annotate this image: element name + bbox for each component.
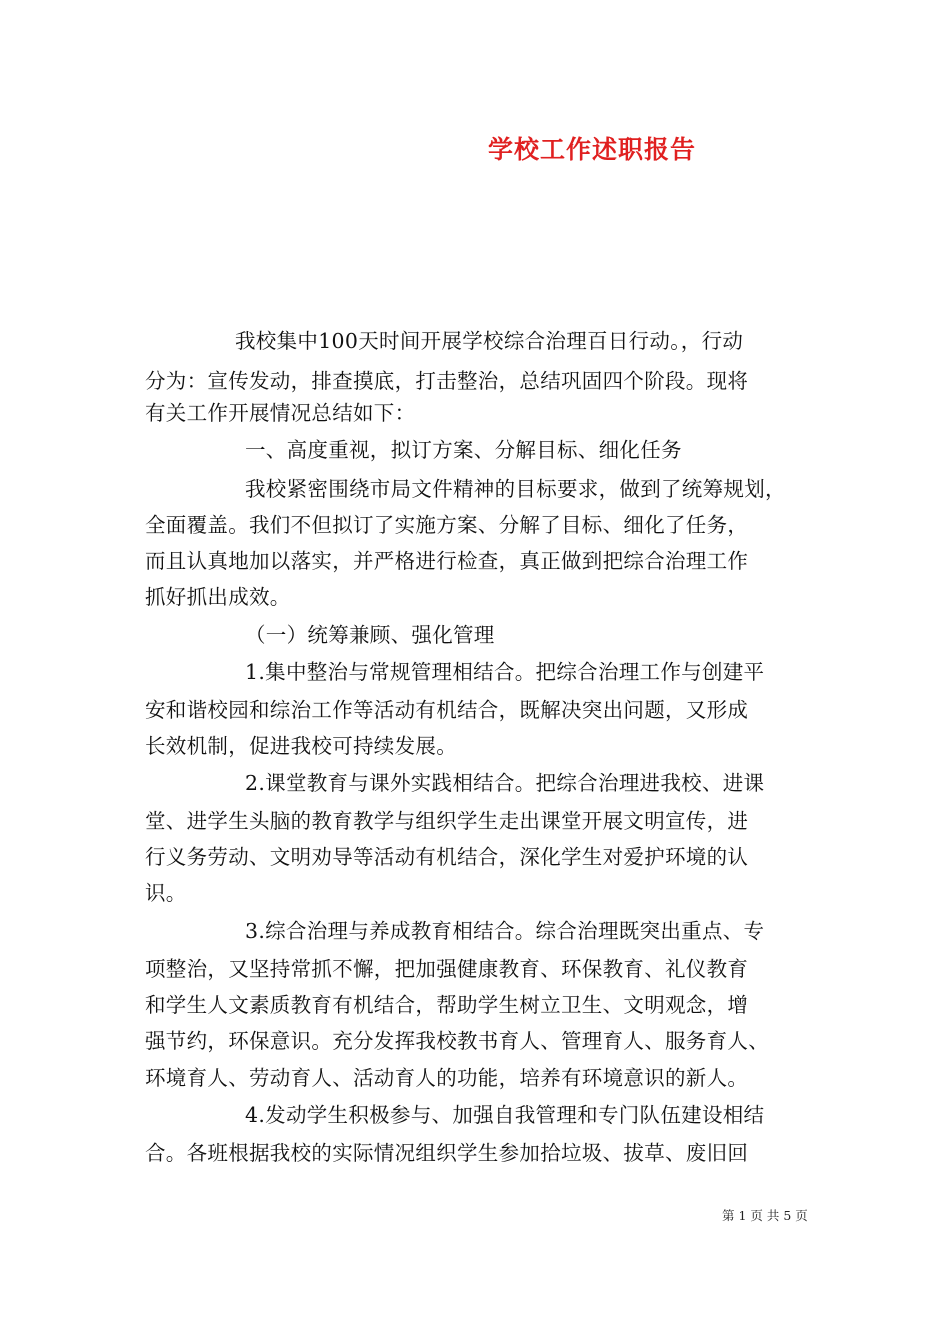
paragraph-line: 我校紧密围绕市局文件精神的目标要求，做到了统筹规划， xyxy=(245,477,786,501)
paragraph-line: 合。各班根据我校的实际情况组织学生参加拾垃圾、拔草、废旧回 xyxy=(145,1141,749,1165)
paragraph-line: 行义务劳动、文明劝导等活动有机结合，深化学生对爱护环境的认 xyxy=(145,845,749,869)
document-title: 学校工作述职报告 xyxy=(488,135,697,164)
paragraph-line: 抓好抓出成效。 xyxy=(145,585,291,609)
paragraph-line: 强节约，环保意识。充分发挥我校教书育人、管理育人、服务育人、 xyxy=(145,1029,769,1053)
paragraph-line: 1.集中整治与常规管理相结合。把综合治理工作与创建平 xyxy=(245,660,765,684)
paragraph-line: 长效机制，促进我校可持续发展。 xyxy=(145,734,457,758)
paragraph-line: 堂、进学生头脑的教育教学与组织学生走出课堂开展文明宣传，进 xyxy=(145,809,749,833)
paragraph-line: 我校集中100天时间开展学校综合治理百日行动。，行动 xyxy=(235,329,744,353)
paragraph-line: 3.综合治理与养成教育相结合。综合治理既突出重点、专 xyxy=(245,919,765,943)
paragraph-line: 4.发动学生积极参与、加强自我管理和专门队伍建设相结 xyxy=(245,1103,765,1127)
paragraph-line: 环境育人、劳动育人、活动育人的功能，培养有环境意识的新人。 xyxy=(145,1066,749,1090)
subsection-heading: （一）统筹兼顾、强化管理 xyxy=(245,623,495,647)
paragraph-line: 安和谐校园和综治工作等活动有机结合，既解决突出问题，又形成 xyxy=(145,698,749,722)
paragraph-line: 2.课堂教育与课外实践相结合。把综合治理进我校、进课 xyxy=(245,771,765,795)
paragraph-line: 和学生人文素质教育有机结合，帮助学生树立卫生、文明观念，增 xyxy=(145,993,749,1017)
paragraph-line: 而且认真地加以落实，并严格进行检查，真正做到把综合治理工作 xyxy=(145,549,749,573)
paragraph-line: 项整治，又坚持常抓不懈，把加强健康教育、环保教育、礼仪教育 xyxy=(145,957,749,981)
paragraph-line: 分为：宣传发动，排查摸底，打击整治，总结巩固四个阶段。现将 xyxy=(145,369,749,393)
page-number: 第 1 页 共 5 页 xyxy=(722,1208,808,1223)
section-heading: 一、高度重视，拟订方案、分解目标、细化任务 xyxy=(245,438,682,462)
paragraph-line: 识。 xyxy=(145,881,187,905)
paragraph-line: 有关工作开展情况总结如下： xyxy=(145,401,416,425)
paragraph-line: 全面覆盖。我们不但拟订了实施方案、分解了目标、细化了任务， xyxy=(145,513,749,537)
